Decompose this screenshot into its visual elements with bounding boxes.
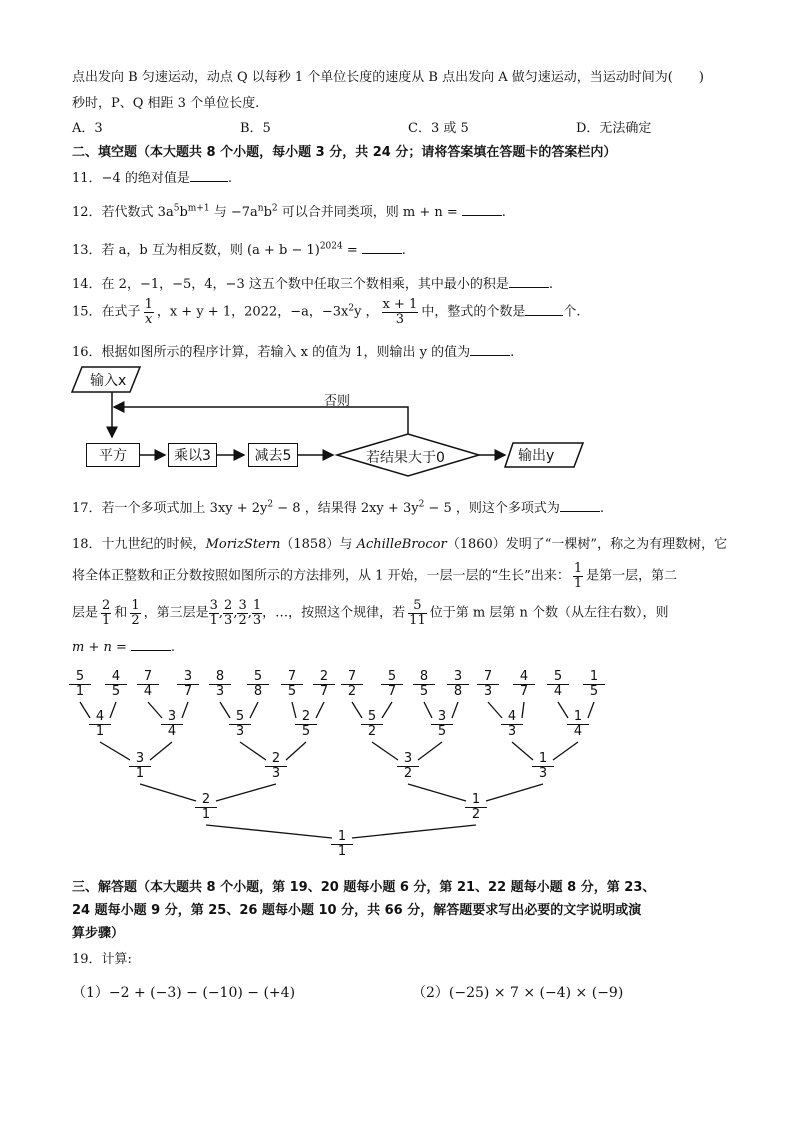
tree-node-l5-9 <box>381 670 403 698</box>
numerator: 1 <box>252 598 262 613</box>
numerator: x + 1 <box>382 297 418 312</box>
tree-branch <box>488 702 502 718</box>
q18-text: ，…，按照这个规律，若 <box>262 605 406 621</box>
denominator: 2 <box>465 807 487 822</box>
q18-text: 位于第 m 层第 n 个数（从左往右数），则 <box>429 605 669 621</box>
q14-text: 在 2，−1，−5，4，−3 这五个数中任取三个数相乘，其中最小的积是 <box>101 277 509 292</box>
tree-node-l5-14 <box>547 670 569 698</box>
q10-line2: 秒时，P、Q 相距 3 个单位长度. <box>72 96 260 111</box>
denominator: 11 <box>409 612 426 628</box>
q11-number: 11． <box>72 171 102 186</box>
tree-branch <box>206 825 332 838</box>
q11-text: −4 的绝对值是 <box>101 171 190 186</box>
denominator: 1 <box>102 612 111 628</box>
tree-branch <box>250 702 258 718</box>
tree-branch <box>150 742 172 760</box>
denominator: 3 <box>265 766 287 781</box>
numerator: 1 <box>538 751 548 766</box>
q14-end: . <box>548 277 553 292</box>
tree-node-l5-12 <box>477 670 499 698</box>
q18-name: MorizStern <box>205 537 281 552</box>
denominator: 3 <box>224 612 233 628</box>
denominator: 7 <box>513 684 535 699</box>
tree-node-l5-4 <box>209 670 231 698</box>
numerator: 1 <box>131 598 140 613</box>
q10-choice-a: A．3 <box>72 121 103 136</box>
denominator: 3 <box>532 766 554 781</box>
q19-part1: （1）−2 + (−3) − (−10) − (+4) <box>72 985 296 1001</box>
q18-text: 十九世纪的时候， <box>101 537 206 552</box>
q18-number: 18． <box>72 537 102 552</box>
denominator: 3 <box>252 612 262 628</box>
q18-text: （1858）与 <box>280 537 357 552</box>
numerator: 2 <box>201 792 211 807</box>
flow-output-label: 输出y <box>518 448 555 464</box>
tree-node-l3-0 <box>129 752 151 780</box>
tree-node-l5-3 <box>177 670 199 698</box>
tree-branch <box>372 742 398 760</box>
tree-branch <box>240 742 266 760</box>
tree-branch <box>553 742 578 760</box>
tree-node-l2-0 <box>195 793 217 821</box>
q13-text: 若 a，b 互为相反数，则 (a + b − 1) <box>101 243 320 258</box>
denominator: 4 <box>137 684 159 699</box>
denominator: 3 <box>477 684 499 699</box>
q19-part2: （2）(−25) × 7 × (−4) × (−9) <box>412 985 624 1001</box>
tree-branch <box>512 742 533 760</box>
q10-choice-d: D．无法确定 <box>576 121 652 136</box>
numerator: 1 <box>144 297 153 312</box>
q12-number: 12． <box>72 205 102 220</box>
denominator: 4 <box>567 724 589 739</box>
tree-node-l5-5 <box>247 670 269 698</box>
exponent: m+1 <box>187 203 210 214</box>
q12-text: 可以合并同类项，则 m + n = <box>277 205 458 220</box>
numerator: 3 <box>437 709 447 724</box>
numerator: 7 <box>347 669 357 684</box>
q13-number: 13． <box>72 243 102 258</box>
exponent: 2 <box>418 499 425 510</box>
q15-number: 15． <box>72 304 102 320</box>
numerator: 2 <box>301 709 311 724</box>
denominator: x <box>145 311 153 327</box>
numerator: 1 <box>573 709 583 724</box>
q15-text: 中，整式的个数是 <box>421 304 526 320</box>
flow-condition-label: 若结果大于0 <box>366 450 445 466</box>
q17-number: 17． <box>72 501 102 516</box>
tree-branch <box>286 742 306 760</box>
denominator: 1 <box>89 724 111 739</box>
q17-text: − 8 ，结果得 2xy + 3y <box>273 501 419 516</box>
denominator: 2 <box>341 684 363 699</box>
q15-text: 个. <box>563 304 581 320</box>
tree-node-l3-1 <box>265 752 287 780</box>
numerator: 3 <box>403 751 413 766</box>
denominator: 8 <box>247 684 269 699</box>
denominator: 5 <box>281 684 303 699</box>
numerator: 3 <box>238 598 247 613</box>
q10-choice-b: B．5 <box>240 121 271 136</box>
flow-else-label: 否则 <box>324 394 351 409</box>
tree-node-l5-11 <box>447 670 469 698</box>
tree-node-l4-7 <box>567 710 589 738</box>
q17-text: − 5 ，则这个多项式为 <box>424 501 560 516</box>
numerator: 5 <box>413 598 422 613</box>
tree-node-l4-3 <box>295 710 317 738</box>
denominator: 1 <box>69 684 91 699</box>
numerator: 7 <box>287 669 297 684</box>
numerator: 4 <box>95 709 105 724</box>
exponent: 2024 <box>319 241 343 252</box>
q18-text: （1860）发明了“一棵树”，称之为有理数树，它 <box>446 537 728 552</box>
tree-branch <box>140 784 196 801</box>
denominator: 7 <box>313 684 335 699</box>
tree-node-l5-0 <box>69 670 91 698</box>
denominator: 5 <box>413 684 435 699</box>
q14-number: 14． <box>72 277 102 292</box>
q17-text: 若一个多项式加上 3xy + 2y <box>101 501 268 516</box>
q12-text: b <box>179 205 188 220</box>
denominator: 5 <box>431 724 453 739</box>
numerator: 1 <box>573 561 583 576</box>
section3-heading-line3: 算步骤） <box>72 926 125 941</box>
q12-end: . <box>501 205 506 220</box>
tree-node-l4-4 <box>361 710 383 738</box>
tree-branch <box>148 702 162 718</box>
numerator: 2 <box>102 598 111 613</box>
tree-node-l3-3 <box>532 752 554 780</box>
tree-node-l5-8 <box>341 670 363 698</box>
exponent: 2 <box>348 303 355 314</box>
q12-text: 与 −7a <box>209 205 258 220</box>
numerator: 8 <box>215 669 225 684</box>
denominator: 2 <box>397 766 419 781</box>
q16-end: . <box>510 345 515 360</box>
denominator: 5 <box>105 684 127 699</box>
q12-text: 若代数式 3a <box>101 205 174 220</box>
denominator: 1 <box>129 766 151 781</box>
tree-branch <box>216 784 276 801</box>
numerator: 3 <box>135 751 145 766</box>
tree-node-l4-2 <box>229 710 251 738</box>
denominator: 5 <box>583 684 605 699</box>
numerator: 5 <box>367 709 377 724</box>
q18-text: ，第三层是 <box>143 605 209 621</box>
numerator: 5 <box>253 669 263 684</box>
numerator: 1 <box>589 669 599 684</box>
q11-end: . <box>227 171 232 186</box>
section2-heading: 二、填空题（本大题共 8 个小题，每小题 3 分，共 24 分；请将答案填在答题卡的答案栏内） <box>72 145 617 160</box>
tree-node-l1-0 <box>331 830 353 858</box>
numerator: 5 <box>75 669 85 684</box>
tree-node-l4-5 <box>431 710 453 738</box>
tree-node-l5-2 <box>137 670 159 698</box>
numerator: 8 <box>419 669 429 684</box>
tree-node-l3-2 <box>397 752 419 780</box>
numerator: 4 <box>111 669 121 684</box>
flow-multiply-label: 乘以3 <box>174 448 211 464</box>
denominator: 2 <box>131 612 140 628</box>
q18-text: 和 <box>114 605 128 621</box>
tree-node-l5-13 <box>513 670 535 698</box>
denominator: 2 <box>361 724 383 739</box>
q18-text: m + n = <box>72 640 127 655</box>
denominator: 1 <box>331 844 353 859</box>
numerator: 5 <box>235 709 245 724</box>
denominator: 4 <box>547 684 569 699</box>
q16-text: 根据如图所示的程序计算，若输入 x 的值为 1，则输出 y 的值为 <box>101 345 471 360</box>
tree-branch <box>486 784 543 801</box>
q18-text: 层是 <box>72 605 99 621</box>
exponent: 5 <box>173 203 180 214</box>
denominator: 1 <box>209 612 218 628</box>
denominator: 1 <box>195 807 217 822</box>
q15-text: y ， <box>354 304 379 320</box>
q18-text: 将全体正整数和正分数按照如图所示的方法排列，从 1 开始，一层一层的“生长”出来： <box>72 568 570 584</box>
q12-text: b <box>263 205 272 220</box>
q18-name: AchilleBrocor <box>356 537 447 552</box>
flow-square-label: 平方 <box>99 448 127 464</box>
denominator: 8 <box>447 684 469 699</box>
numerator: 7 <box>143 669 153 684</box>
numerator: 3 <box>453 669 463 684</box>
tree-branch <box>316 702 324 718</box>
tree-branch <box>100 742 130 760</box>
flow-subtract-label: 减去5 <box>254 448 292 464</box>
denominator: 7 <box>177 684 199 699</box>
q19-title: 19．计算: <box>72 952 132 967</box>
numerator: 1 <box>471 792 481 807</box>
exponent: n <box>257 203 264 214</box>
denominator: 7 <box>381 684 403 699</box>
numerator: 7 <box>483 669 493 684</box>
q10-line1: 点出发向 B 匀速运动，动点 Q 以每秒 1 个单位长度的速度从 B 点出发向 A 做匀速运动，当运动时间为( ) <box>72 70 704 85</box>
q10-choice-c: C．3 或 5 <box>408 121 469 136</box>
numerator: 4 <box>507 709 517 724</box>
tree-node-l4-1 <box>161 710 183 738</box>
tree-branch <box>382 702 392 718</box>
exponent: 2 <box>271 203 278 214</box>
denominator: 3 <box>382 312 419 327</box>
denominator: 5 <box>295 724 317 739</box>
tree-node-l2-1 <box>465 793 487 821</box>
denominator: 1 <box>573 575 583 591</box>
tree-node-l4-6 <box>501 710 523 738</box>
denominator: 2 <box>238 612 247 628</box>
tree-node-l5-1 <box>105 670 127 698</box>
q16-number: 16． <box>72 345 102 360</box>
numerator: 3 <box>167 709 177 724</box>
denominator: 4 <box>161 724 183 739</box>
q13-end: . <box>401 243 406 258</box>
numerator: 2 <box>224 598 233 613</box>
section3-heading-line2: 24 题每小题 9 分，第 25、26 题每小题 10 分，共 66 分，解答题要求写出必要的文字说明或演 <box>72 903 642 918</box>
numerator: 3 <box>183 669 193 684</box>
exponent: 2 <box>267 499 274 510</box>
tree-branch <box>408 784 466 801</box>
q18-end: . <box>170 640 176 655</box>
numerator: 2 <box>271 751 281 766</box>
numerator: 2 <box>319 669 329 684</box>
q13-text: = <box>342 243 358 258</box>
tree-branch <box>352 825 476 838</box>
tree-node-l5-10 <box>413 670 435 698</box>
tree-node-l4-0 <box>89 710 111 738</box>
numerator: 3 <box>209 598 218 613</box>
q15-text: ，x + y + 1，2022，−a，−3x <box>156 304 349 320</box>
q18-text: 是第一层，第二 <box>586 568 678 584</box>
numerator: 5 <box>553 669 563 684</box>
tree-branch <box>418 742 442 760</box>
tree-node-l5-6 <box>281 670 303 698</box>
q17-end: . <box>599 501 604 516</box>
denominator: 3 <box>229 724 251 739</box>
numerator: 4 <box>519 669 529 684</box>
flow-input-label: 输入x <box>90 373 127 389</box>
denominator: 3 <box>501 724 523 739</box>
q18-line3: 层是 $\frac{2}{1}$ 和 $\frac{1}{2}$ ，第三层是 $\frac{3}{1}$ , $\frac{2}{3}$ , $\frac{3}{2}$ , $\frac{1}{3}$ ，…，按照这个规律，若 $\frac{5}{11}$ 位于第 m 层第 n 个数（从左往右数），则 <box>72 598 669 628</box>
tree-node-l5-15 <box>583 670 605 698</box>
section3-heading-line1: 三、解答题（本大题共 8 个小题，第 19、20 题每小题 6 分，第 21、22 题每小题 8 分，第 23、 <box>72 880 656 895</box>
numerator: 5 <box>387 669 397 684</box>
tree-node-l5-7 <box>313 670 335 698</box>
numerator: 1 <box>337 829 347 844</box>
denominator: 3 <box>209 684 231 699</box>
q15-text: 在式子 <box>101 304 141 320</box>
